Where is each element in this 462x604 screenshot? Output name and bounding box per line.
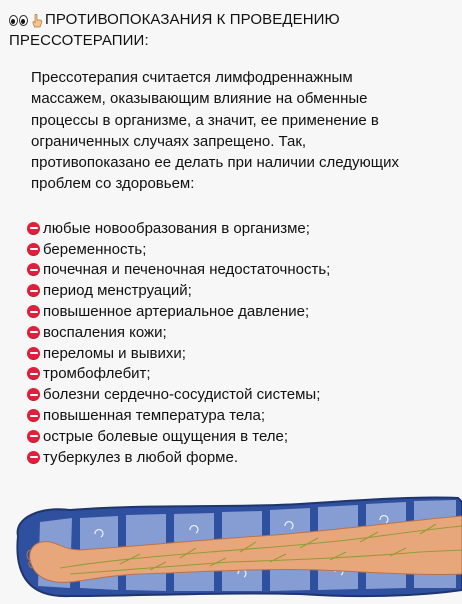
list-item-label: острые болевые ощущения в теле; [43,427,289,445]
eyes-icon [9,15,18,26]
list-item [27,239,457,260]
list-item [27,322,457,343]
contraindications-list [27,218,457,468]
list-item [27,405,457,426]
intro-line: противопоказано ее делать при наличии следующих [31,154,399,172]
list-item-label: туберкулез в любой форме. [43,448,238,466]
no-entry-icon [27,263,40,276]
no-entry-icon [27,388,40,401]
no-entry-icon [27,367,40,380]
list-item [27,218,457,239]
no-entry-icon [27,430,40,443]
leg-cuff-illustration [0,478,462,604]
list-item-label: тромбофлебит; [43,365,151,383]
no-entry-icon [27,284,40,297]
list-item [27,364,457,385]
pointing-hand-icon [31,14,43,28]
page-title [9,9,449,51]
list-item-label: период менструаций; [43,282,192,300]
list-item-label: любые новообразования в организме; [43,219,310,237]
intro-line: Прессотерапия считается лимфодреннажным [31,69,353,86]
list-item-label: воспаления кожи; [43,323,167,341]
list-item [27,280,457,301]
no-entry-icon [27,451,40,464]
intro-line: процессы в организме, а значит, ее применение в [31,111,379,129]
no-entry-icon [27,326,40,339]
list-item-label: повышенное артериальное давление; [43,303,310,321]
no-entry-icon [27,305,40,318]
list-item-label: беременность; [43,240,147,258]
title-emojis [9,14,43,28]
title-line-1: ПРОТИВОПОКАЗАНИЯ К ПРОВЕДЕНИЮ [45,11,340,28]
list-item [27,343,457,364]
list-item [27,260,457,281]
intro-line: массажем, оказывающим влияние на обменные [31,90,368,108]
list-item [27,426,457,447]
list-item-label: переломы и вывихи; [43,344,186,362]
list-item-label: болезни сердечно-сосудистой системы; [43,386,321,404]
list-item [27,301,457,322]
no-entry-icon [27,222,40,235]
no-entry-icon [27,243,40,256]
intro-paragraph [31,67,451,195]
title-line-2: ПРЕССОТЕРАПИИ: [9,32,149,49]
no-entry-icon [27,409,40,422]
list-item [27,384,457,405]
intro-line: проблем со здоровьем: [31,175,195,193]
list-item-label: почечная и печеночная недостаточность; [43,261,331,279]
eyes-icon [19,15,28,26]
list-item [27,447,457,468]
list-item-label: повышенная температура тела; [43,407,265,425]
intro-line: ограниченных случаях запрещено. Так, [31,132,307,150]
no-entry-icon [27,347,40,360]
